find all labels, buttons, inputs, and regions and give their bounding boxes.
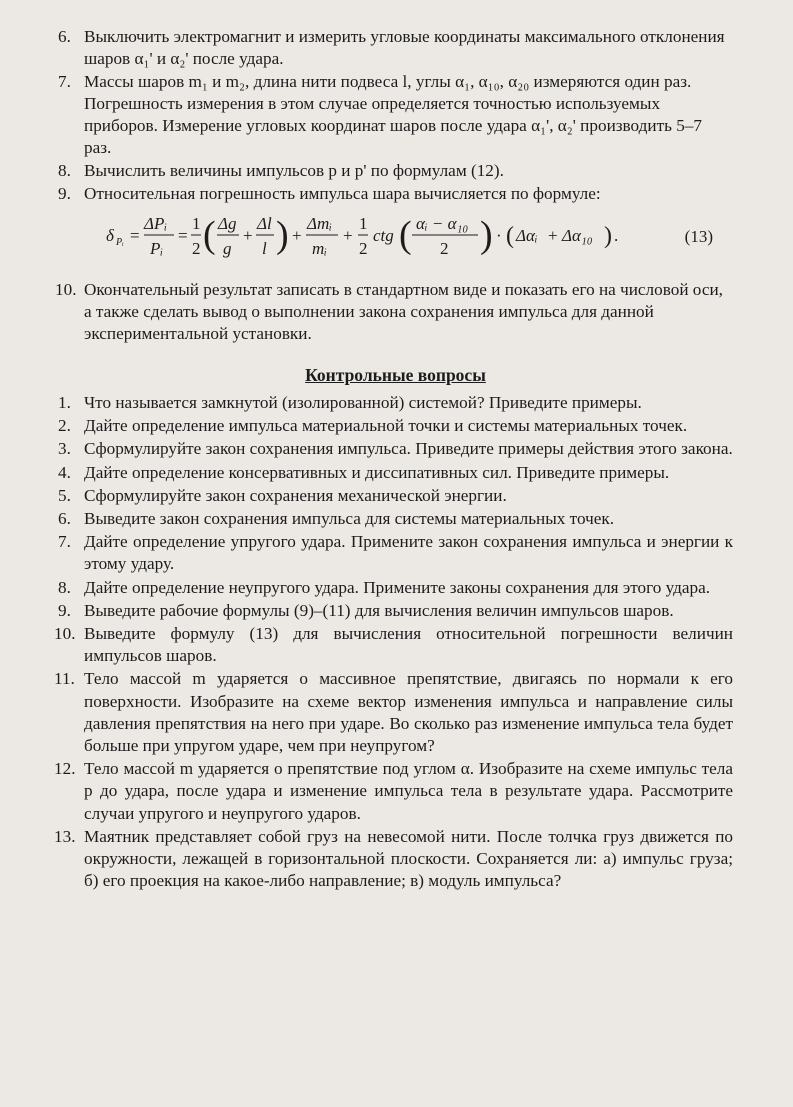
svg-text:Δl: Δl bbox=[257, 214, 272, 233]
step-9 bbox=[58, 183, 733, 205]
step-8 bbox=[58, 160, 733, 182]
question-item bbox=[58, 415, 733, 437]
question-text: Тело массой m ударяется о препятствие под углом α. Изобразите на схеме импульс тела p до удара, после удара и изменение импульса тела в результате удара. Рассмотрите случаи упругого и неупругого ударов. bbox=[84, 759, 733, 823]
svg-text:2: 2 bbox=[359, 239, 368, 258]
svg-text:g: g bbox=[223, 239, 232, 258]
step-number: 10. bbox=[55, 280, 77, 299]
step-number: 7. bbox=[58, 72, 71, 91]
question-text: Сформулируйте закон сохранения импульса. Приведите примеры действия этого закона. bbox=[84, 439, 733, 459]
question-text: Что называется замкнутой (изолированной) системой? Приведите примеры. bbox=[84, 393, 642, 412]
section-heading: Контрольные вопросы bbox=[305, 365, 486, 385]
question-item bbox=[54, 826, 733, 893]
step-text: Массы шаров m₁ и m₂, длина нити подвеса l, углы α₁, α₁₀, α₂₀ измеряются один раз. Погрешность измерения в этом случае определяется точностью используемых приборов. Измерение угловых координат шаров после удара α₁', α₂' производить 5–7 раз. bbox=[84, 72, 703, 157]
svg-text:l: l bbox=[262, 239, 267, 258]
question-text: Дайте определение упругого удара. Примените закон сохранения импульса и энергии к этому удару. bbox=[84, 532, 733, 574]
question-number: 4. bbox=[58, 462, 71, 482]
svg-text:(: ( bbox=[399, 214, 412, 256]
question-number: 10. bbox=[54, 624, 76, 644]
question-text: Выведите формулу (13) для вычисления относительной погрешности величин импульсов шаров. bbox=[84, 624, 733, 666]
svg-text:1: 1 bbox=[359, 214, 368, 233]
question-text: Дайте определение консервативных и диссипативных сил. Приведите примеры. bbox=[84, 462, 670, 482]
question-number: 11. bbox=[54, 669, 75, 689]
svg-text:+: + bbox=[343, 226, 353, 245]
svg-text:mᵢ: mᵢ bbox=[312, 239, 327, 258]
question-item bbox=[58, 485, 733, 507]
question-item bbox=[58, 577, 733, 599]
svg-text:(: ( bbox=[203, 214, 216, 256]
equation-number: (13) bbox=[684, 227, 713, 246]
step-number: 8. bbox=[58, 161, 71, 180]
step-text: Выключить электромагнит и измерить угловые координаты максимального отклонения шаров α₁' и α₂' после удара. bbox=[84, 27, 725, 68]
question-item bbox=[58, 438, 733, 460]
step-10 bbox=[55, 279, 733, 345]
svg-text:αᵢ − α₁₀: αᵢ − α₁₀ bbox=[416, 214, 469, 233]
question-item bbox=[58, 600, 733, 622]
question-text: Выведите рабочие формулы (9)–(11) для вычисления величин импульсов шаров. bbox=[84, 600, 674, 620]
question-text: Тело массой m ударяется о массивное препятствие, двигаясь по нормали к его поверхности. Изобразите на схеме вектор изменения импульса и направление силы давления препятствия на него при ударе. Во сколько раз изменение импульса тела будет больше при упругом ударе, чем при неупругом? bbox=[84, 669, 733, 756]
question-item bbox=[58, 462, 733, 484]
step-number: 9. bbox=[58, 184, 71, 203]
svg-text:): ) bbox=[276, 214, 289, 256]
question-number: 5. bbox=[58, 485, 71, 505]
question-text: Дайте определение неупругого удара. Примените законы сохранения для этого удара. bbox=[84, 577, 711, 597]
question-item bbox=[54, 623, 733, 667]
svg-text:+: + bbox=[292, 226, 302, 245]
svg-text:ΔPᵢ: ΔPᵢ bbox=[144, 214, 168, 233]
step-text: Вычислить величины импульсов p и p' по формулам (12). bbox=[84, 161, 504, 180]
svg-text:(: ( bbox=[506, 223, 514, 249]
question-item bbox=[54, 758, 733, 825]
question-text: Выведите закон сохранения импульса для системы материальных точек. bbox=[84, 509, 615, 529]
question-text: Дайте определение импульса материальной точки и системы материальных точек. bbox=[84, 416, 688, 436]
svg-text:+: + bbox=[548, 226, 558, 245]
question-number: 2. bbox=[58, 416, 71, 436]
question-text: Маятник представляет собой груз на невесомой нити. После толчка груз движется по окружности, лежащей в горизонтальной плоскости. Сохраняется ли: а) импульс груза; б) его проекция на какое-либо направление; в) модуль импульса? bbox=[84, 826, 733, 891]
question-number: 1. bbox=[58, 393, 71, 412]
question-number: 13. bbox=[54, 826, 76, 846]
svg-text:2: 2 bbox=[192, 239, 201, 258]
question-number: 12. bbox=[54, 759, 76, 779]
question-number: 7. bbox=[58, 532, 71, 552]
svg-text:Δmᵢ: Δmᵢ bbox=[307, 214, 332, 233]
step-7 bbox=[58, 71, 733, 159]
step-6 bbox=[58, 26, 733, 70]
svg-text:Pᵢ: Pᵢ bbox=[150, 239, 164, 258]
step-text: Окончательный результат записать в стандартном виде и показать его на числовой оси, а также сделать вывод о выполнении закона сохранения импульса для данной экспериментальной установки. bbox=[84, 280, 723, 343]
svg-text:.: . bbox=[614, 226, 619, 245]
svg-text:1: 1 bbox=[192, 214, 201, 233]
formula-13 bbox=[58, 207, 733, 265]
svg-text:Δα₁₀: Δα₁₀ bbox=[562, 226, 593, 245]
svg-text:=: = bbox=[178, 226, 188, 245]
svg-text:Δg: Δg bbox=[218, 214, 237, 233]
questions-list bbox=[54, 392, 733, 892]
question-item bbox=[58, 392, 733, 414]
step-text: Относительная погрешность импульса шара вычисляется по формуле: bbox=[84, 184, 601, 203]
question-item bbox=[58, 531, 733, 575]
svg-text:·: · bbox=[496, 226, 502, 245]
question-number: 8. bbox=[58, 577, 71, 597]
svg-text:δ: δ bbox=[106, 226, 114, 245]
svg-text:): ) bbox=[480, 214, 493, 256]
svg-text:): ) bbox=[604, 223, 612, 249]
question-number: 3. bbox=[58, 439, 71, 459]
question-number: 6. bbox=[58, 509, 71, 529]
question-item bbox=[54, 668, 733, 757]
step-number: 6. bbox=[58, 27, 71, 46]
svg-text:Pᵢ: Pᵢ bbox=[116, 237, 124, 248]
svg-text:Δαᵢ: Δαᵢ bbox=[516, 226, 538, 245]
question-text: Сформулируйте закон сохранения механической энергии. bbox=[84, 485, 507, 505]
svg-text:2: 2 bbox=[440, 239, 449, 258]
svg-text:ctg: ctg bbox=[373, 226, 394, 245]
formula-graphic bbox=[106, 207, 666, 265]
question-number: 9. bbox=[58, 600, 71, 620]
question-item bbox=[58, 508, 733, 530]
svg-text:+: + bbox=[243, 226, 253, 245]
svg-text:=: = bbox=[130, 226, 140, 245]
